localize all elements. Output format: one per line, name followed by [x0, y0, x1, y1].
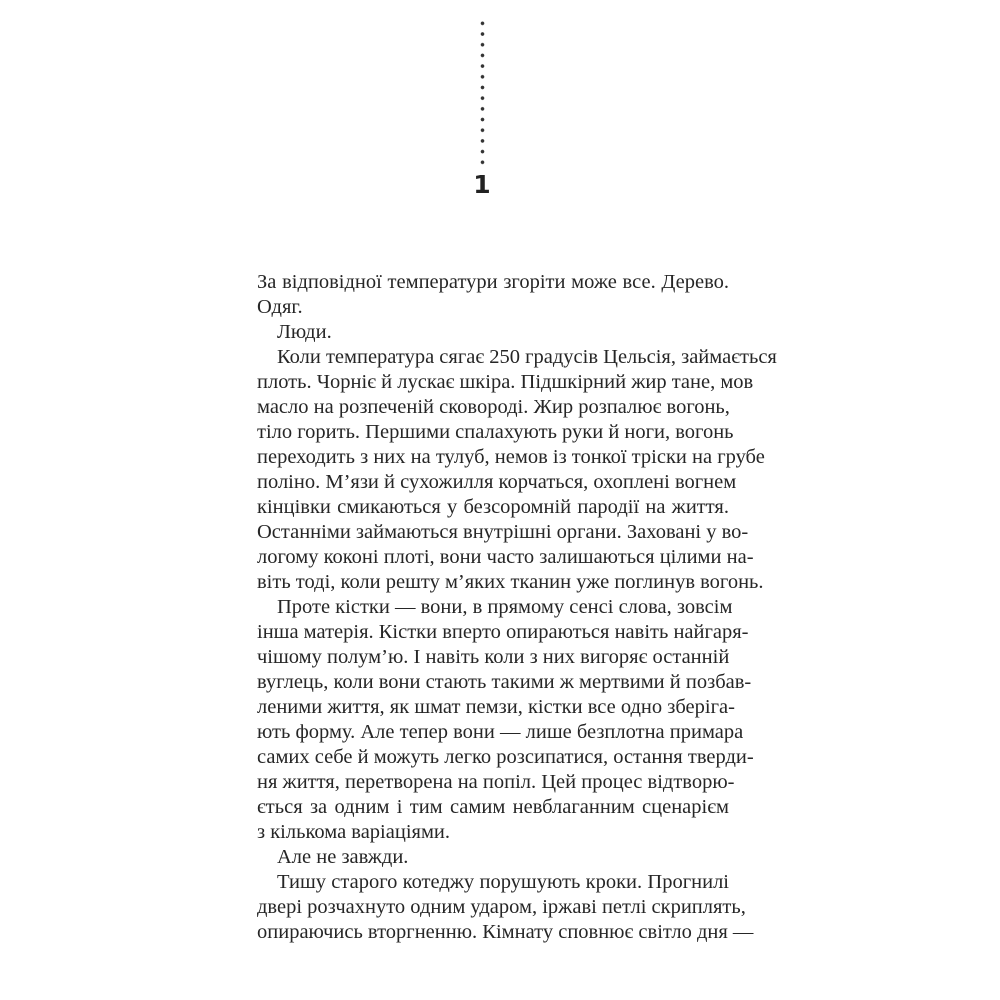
text-line: Тишу старого котеджу порушують кроки. Прогнилі [277, 871, 729, 893]
text-line: плоть. Чорніє й лускає шкіра. Підшкірний жир тане, мов [257, 371, 754, 393]
text-line: логому коконі плоті, вони часто залишаються цілими на- [257, 546, 754, 568]
text-line: віть тоді, коли решту м’яких тканин уже поглинув вогонь. [257, 571, 764, 593]
text-line: тіло горить. Першими спалахують руки й ноги, вогонь [257, 421, 734, 443]
text-line: Останніми займаються внутрішні органи. Заховані у во- [257, 521, 749, 543]
text-line: Одяг. [257, 296, 303, 318]
text-line: ня життя, перетворена на попіл. Цей процес відтворю- [257, 771, 735, 793]
text-line: масло на розпеченій сковороді. Жир розпалює вогонь, [257, 396, 730, 418]
text-line: Проте кістки — вони, в прямому сенсі слова, зовсім [277, 596, 733, 618]
text-line: самих себе й можуть легко розсипатися, остання тверди- [257, 746, 754, 768]
text-line: чішому полум’ю. І навіть коли з них вигоряє останній [257, 646, 730, 668]
text-line: леними життя, як шмат пемзи, кістки все одно зберіга- [257, 696, 735, 718]
text-line: ється за одним і тим самим невблаганним сценарієм [257, 796, 729, 818]
text-line: За відповідної температури згоріти може все. Дерево. [257, 271, 729, 293]
text-line: з кількома варіаціями. [257, 821, 451, 843]
text-line: інша матерія. Кістки вперто опираються навіть найгаря- [257, 621, 749, 643]
text-line: Але не завжди. [277, 846, 409, 868]
text-line: двері розчахнуто одним ударом, іржаві петлі скриплять, [257, 896, 746, 918]
text-line: ють форму. Але тепер вони — лише безплотна примара [257, 721, 744, 743]
chapter-number: 1 [473, 170, 491, 199]
text-line: кінцівки смикаються у безсоромній пародії на життя. [257, 496, 729, 518]
chapter-body-text [257, 270, 777, 945]
text-line: переходить з них на тулуб, немов із тонкої тріски на грубе [257, 446, 765, 468]
text-line: Люди. [277, 321, 332, 343]
text-line: Коли температура сягає 250 градусів Цельсія, займається [277, 346, 777, 368]
text-line: вуглець, коли вони стають такими ж мертвими й позбав- [257, 671, 752, 693]
text-line: опираючись вторгненню. Кімнату сповнює світло дня — [257, 921, 754, 943]
text-line: поліно. М’язи й сухожилля корчаться, охоплені вогнем [257, 471, 737, 493]
chapter-dotted-rule [480, 18, 485, 166]
